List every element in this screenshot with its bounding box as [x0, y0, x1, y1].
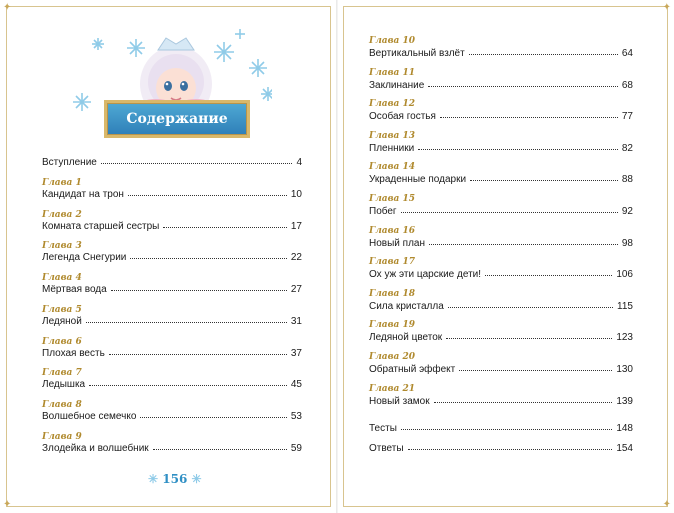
- toc-entry-page: 68: [621, 79, 633, 91]
- chapter-label: Глава 21: [369, 383, 416, 394]
- toc-entry-page: 88: [621, 174, 633, 186]
- dot-leader: [89, 377, 287, 386]
- chapter-label: Глава 15: [369, 194, 416, 204]
- chapter-label: Глава 10: [369, 36, 416, 46]
- toc-entry-page: 22: [290, 252, 302, 264]
- toc-entry-page: 45: [290, 379, 302, 391]
- dot-leader: [401, 421, 612, 430]
- dot-leader: [440, 109, 618, 118]
- toc-entry[interactable]: [369, 110, 633, 124]
- toc-entry[interactable]: [369, 173, 633, 187]
- toc-entry-title: Кандидат на трон: [42, 189, 124, 200]
- toc-entry[interactable]: [369, 142, 633, 156]
- toc-entry-page: 37: [290, 347, 302, 359]
- toc-entry-page: 77: [621, 111, 633, 123]
- dot-leader: [111, 282, 287, 291]
- dot-leader: [140, 409, 286, 418]
- chapter-label: Глава 6: [42, 336, 82, 347]
- dot-leader: [101, 155, 293, 164]
- toc-entry-title: Ледяной цветок: [369, 332, 443, 344]
- corner-ornament-icon: ✦: [3, 499, 12, 510]
- toc-entry-page: 27: [290, 284, 302, 296]
- chapter-label: Глава 5: [42, 304, 82, 315]
- chapter-label: Глава 13: [369, 130, 416, 141]
- page-number: [148, 472, 202, 486]
- chapter-label: Глава 14: [369, 162, 416, 173]
- toc-entry[interactable]: [42, 378, 302, 392]
- toc-entry[interactable]: [369, 300, 633, 314]
- dot-leader: [163, 219, 287, 228]
- toc-entry-page: 82: [621, 142, 633, 154]
- toc-entry-title: Заклинание: [369, 79, 425, 91]
- toc-entry-page: 4: [296, 157, 302, 168]
- chapter-label: Глава 12: [369, 99, 416, 110]
- toc-entry-title: Злодейка и волшебник: [42, 442, 149, 454]
- toc-entry-title: Обратный эффект: [369, 364, 456, 375]
- toc-entry-page: 123: [616, 332, 633, 344]
- toc-entry-page: 130: [616, 364, 633, 375]
- contents-heading: Содержание: [126, 111, 228, 127]
- dot-leader: [446, 330, 612, 339]
- chapter-label: Глава 2: [42, 209, 82, 220]
- chapter-label: Глава 18: [369, 288, 416, 299]
- toc-entry[interactable]: [42, 442, 302, 456]
- toc-entry-page: 92: [621, 206, 633, 217]
- dot-leader: [459, 362, 612, 371]
- chapter-label: Глава 9: [42, 431, 82, 442]
- snowflake-icon: ✳: [191, 472, 202, 486]
- toc-entry-page: 17: [290, 220, 302, 232]
- toc-entry-title: Вступление: [42, 157, 97, 168]
- toc-entry[interactable]: [42, 347, 302, 361]
- dot-leader: [448, 299, 613, 308]
- toc-entry[interactable]: [369, 268, 633, 282]
- toc-entry-page: 64: [621, 48, 633, 59]
- toc-entry-title: Плохая весть: [42, 347, 105, 359]
- page-number-value: 156: [162, 472, 188, 486]
- chapter-label: Глава 3: [42, 241, 82, 252]
- toc-entry-title: Украденные подарки: [369, 174, 467, 186]
- corner-ornament-icon: ✦: [662, 499, 671, 510]
- toc-entry-title: Ледышка: [42, 379, 86, 391]
- toc-entry-title: Новый замок: [369, 395, 430, 407]
- toc-entry[interactable]: [369, 79, 633, 93]
- corner-ornament-icon: ✦: [3, 2, 12, 13]
- dot-leader: [130, 250, 286, 259]
- snowflake-icon: ✳: [148, 472, 159, 486]
- toc-entry-page: 59: [290, 442, 302, 454]
- chapter-label: Глава 7: [42, 368, 82, 379]
- toc-entry[interactable]: [369, 237, 633, 251]
- chapter-label: Глава 1: [42, 178, 82, 188]
- dot-leader: [418, 141, 618, 150]
- toc-entry[interactable]: [369, 331, 633, 345]
- toc-entry-title: Ледяной: [42, 315, 82, 327]
- toc-entry[interactable]: [42, 315, 302, 329]
- toc-entry[interactable]: [42, 220, 302, 234]
- dot-leader: [429, 236, 618, 245]
- chapter-label: Глава 17: [369, 257, 416, 268]
- dot-leader: [128, 187, 287, 196]
- toc-entry[interactable]: [369, 363, 633, 377]
- toc-entry[interactable]: [42, 251, 302, 265]
- toc-entry-title: Особая гостья: [369, 111, 436, 123]
- dot-leader: [434, 394, 613, 403]
- toc-entry-title: Ох уж эти царские дети!: [369, 269, 482, 281]
- toc-entry-page: 154: [616, 443, 633, 455]
- toc-entry-title: Мёртвая вода: [42, 284, 107, 296]
- toc-entry-title: Новый план: [369, 237, 425, 249]
- chapter-label: Глава 19: [369, 320, 416, 331]
- dot-leader: [401, 204, 618, 213]
- toc-entry-page: 31: [290, 315, 302, 327]
- dot-leader: [428, 78, 618, 87]
- toc-entry-page: 148: [616, 423, 633, 435]
- dot-leader: [469, 46, 618, 55]
- toc-entry-title: Тесты: [369, 423, 397, 435]
- chapter-label: Глава 11: [369, 67, 416, 78]
- toc-entry[interactable]: [369, 422, 633, 436]
- toc-entry[interactable]: [42, 156, 302, 170]
- right-page: [337, 0, 674, 513]
- dot-leader: [470, 172, 618, 181]
- toc-entry-page: 53: [290, 410, 302, 422]
- toc-entry-page: 139: [616, 395, 633, 407]
- chapter-label: Глава 4: [42, 273, 82, 284]
- dot-leader: [485, 267, 612, 276]
- toc-entry[interactable]: [369, 47, 633, 61]
- toc-entry-title: Побег: [369, 206, 397, 217]
- toc-entry-page: 115: [617, 300, 633, 312]
- dot-leader: [86, 314, 287, 323]
- chapter-label: Глава 16: [369, 225, 416, 236]
- corner-ornament-icon: ✦: [662, 2, 671, 13]
- toc-entry[interactable]: [369, 395, 633, 409]
- toc-entry[interactable]: [42, 188, 302, 202]
- toc-entry-page: 10: [290, 189, 302, 200]
- toc-entry-title: Ответы: [369, 443, 404, 455]
- dot-leader: [153, 441, 287, 450]
- toc-entry-title: Пленники: [369, 142, 415, 154]
- dot-leader: [408, 441, 613, 450]
- toc-entry-title: Сила кристалла: [369, 300, 444, 312]
- toc-entry[interactable]: [369, 442, 633, 456]
- toc-entry[interactable]: [42, 410, 302, 424]
- toc-entry-title: Легенда Снегурии: [42, 252, 127, 264]
- toc-entry[interactable]: [42, 283, 302, 297]
- toc-entry-title: Волшебное семечко: [42, 410, 137, 422]
- toc-entry-title: Вертикальный взлёт: [369, 48, 465, 59]
- toc-entry-page: 106: [616, 269, 633, 281]
- toc-entry[interactable]: [369, 205, 633, 219]
- toc-entry-title: Комната старшей сестры: [42, 220, 160, 232]
- chapter-label: Глава 20: [369, 352, 416, 362]
- toc-entry-page: 98: [621, 237, 633, 249]
- contents-heading-banner: [104, 100, 250, 138]
- chapter-label: Глава 8: [42, 399, 82, 410]
- dot-leader: [109, 346, 287, 355]
